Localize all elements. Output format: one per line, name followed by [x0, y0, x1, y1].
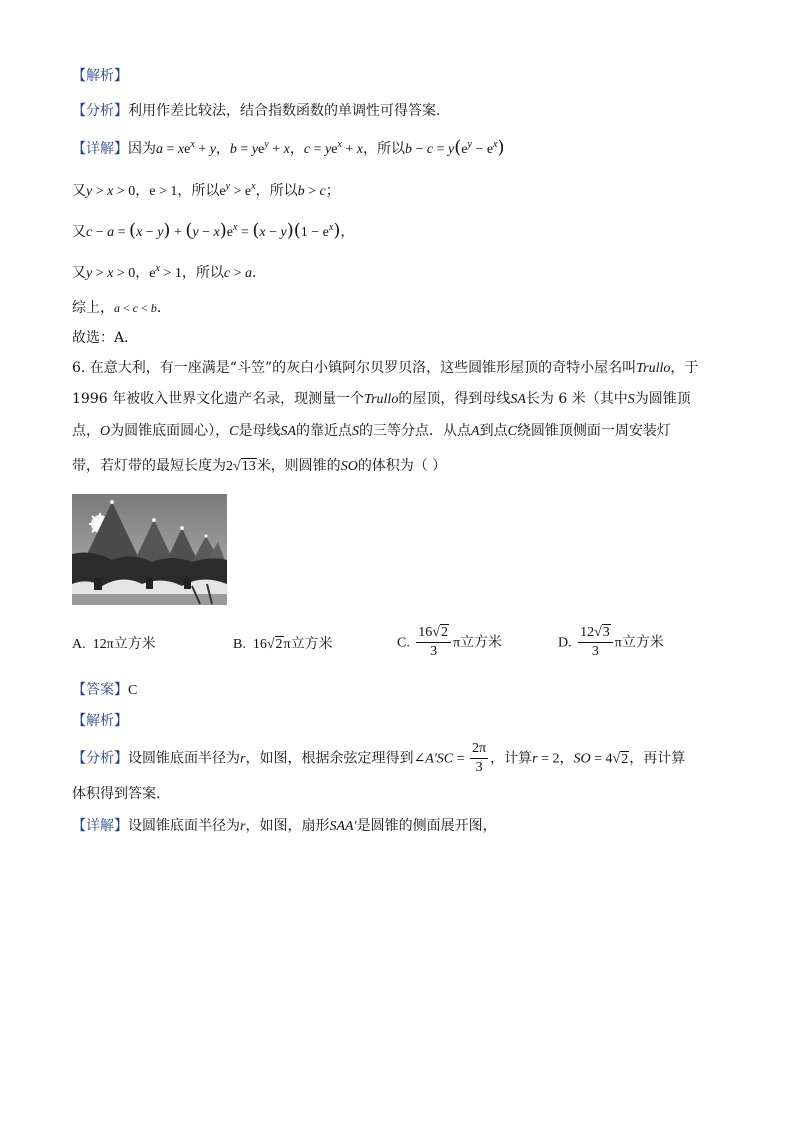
option-c[interactable]: C. $\frac{16√2}{3}$ π立方米 — [397, 625, 503, 659]
q6-stem-line4: 带，若灯带的最短长度为2√13米，则圆锥的SO的体积为（ ） — [72, 458, 447, 474]
q6-analysis: 【分析】设圆锥底面半径为r，如图，根据余弦定理得到∠A′SC = $\frac{2\pi}{3}$ ，计算r = 2，SO = 4√2，再计算 — [72, 741, 686, 775]
section-tag-jiexi: 【解析】 — [72, 68, 128, 84]
q5-step2: 又y > x > 0，e > 1，所以$e^y > e^x$，所以b > c； — [72, 181, 340, 199]
option-d[interactable]: D. $\frac{12√3}{3}$ π立方米 — [558, 625, 664, 659]
option-b[interactable]: B. 16√2π立方米 — [233, 636, 333, 652]
q6-stem-line3: 点，O为圆锥底面圆心），C是母线SA的靠近点S的三等分点．从点A到点C绕圆锥顶侧面一周安装灯 — [72, 423, 671, 439]
q6-stem-line1: 6. 在意大利，有一座满是“斗笠”的灰白小镇阿尔贝罗贝洛，这些圆锥形屋顶的奇特小屋名叫Trullo，于 — [72, 360, 699, 376]
q6-stem-line2: 1996 年被收入世界文化遗产名录，现测量一个Trullo的屋顶，得到母线SA长为 6 米（其中S为圆锥顶 — [72, 391, 691, 407]
trulli-photo — [72, 494, 227, 605]
section-tag-jiexi-2: 【解析】 — [72, 713, 128, 729]
q5-step4: 又y > x > 0，$e^x > 1$，所以c > a． — [72, 263, 266, 281]
q5-step3: 又$c - a = (x - y) + (y - x)e^x = (x - y)(1 - e^x)$， — [72, 220, 355, 241]
q6-analysis-line2: 体积得到答案. — [72, 786, 161, 802]
q5-detail: 【详解】因为$a = xe^x + y$，$b = ye^y + x$，$c = ye^x + x$，所以$b - c = y(e^y - e^x)$ — [72, 137, 505, 158]
q5-analysis: 【分析】利用作差比较法，结合指数函数的单调性可得答案. — [72, 103, 441, 119]
option-a[interactable]: A. 12π立方米 — [72, 636, 156, 652]
q6-answer: 【答案】C — [72, 682, 138, 698]
q6-detail: 【详解】设圆锥底面半径为r，如图，扇形SAA′是圆锥的侧面展开图， — [72, 818, 497, 834]
q5-summary: 综上，a < c < b． — [72, 300, 171, 316]
q5-choice: 故选：A． — [72, 330, 139, 346]
